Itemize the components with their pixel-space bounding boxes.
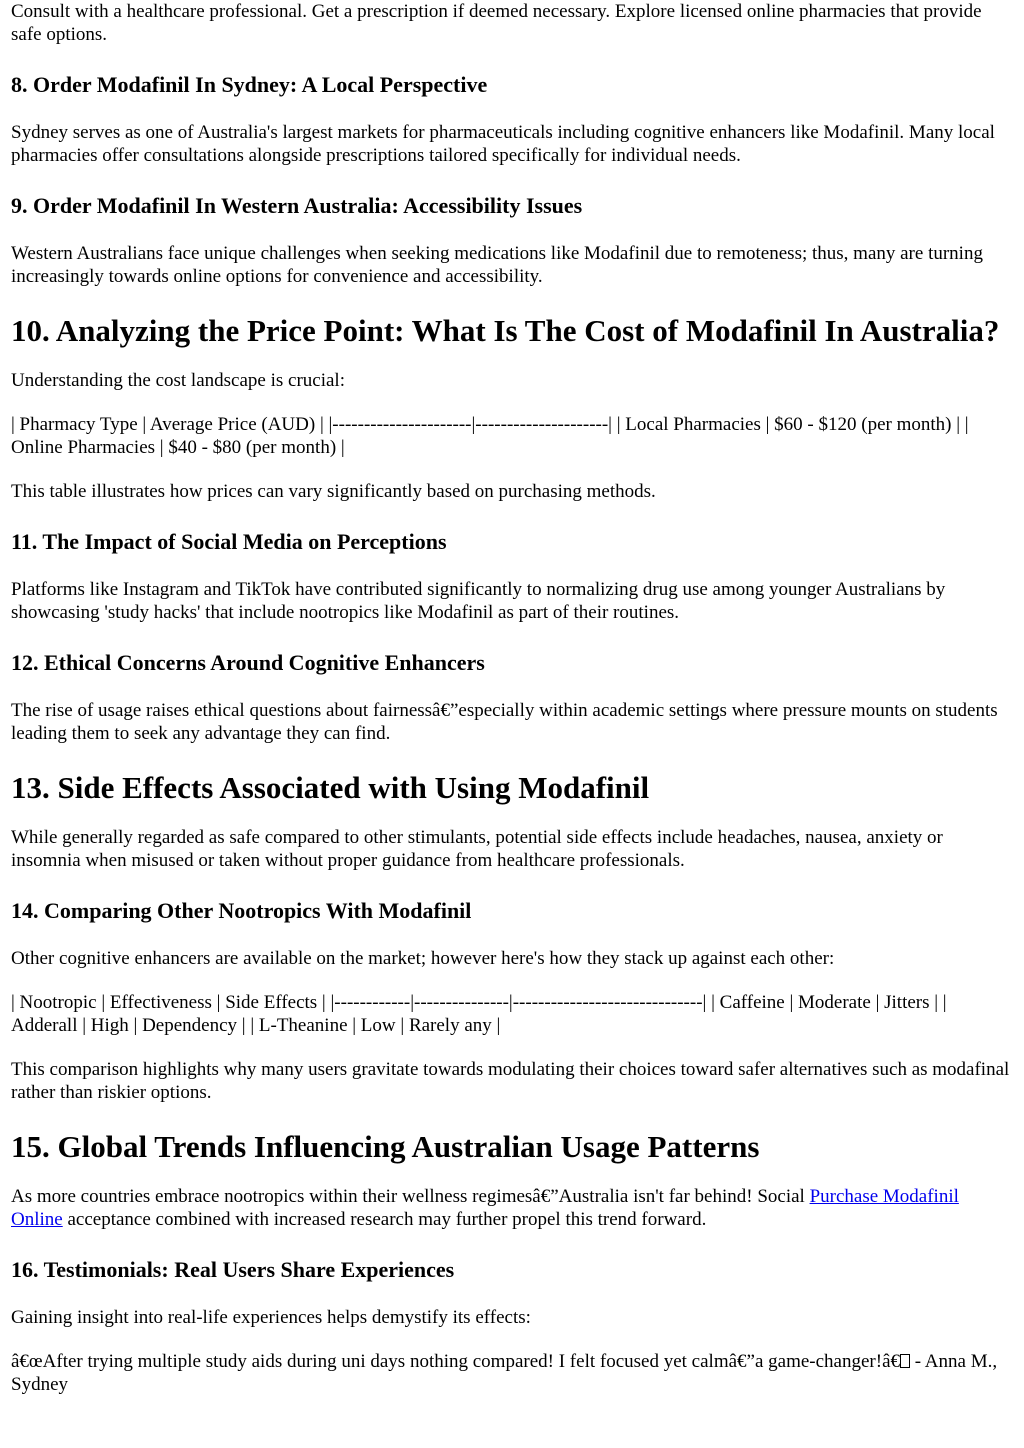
testimonial-quote-text: â€œAfter trying multiple study aids during uni days nothing compared! I felt focused yet calmâ€”a game-changer!â€ xyxy=(11,1351,901,1372)
section-11-heading: 11. The Impact of Social Media on Perceptions xyxy=(11,529,447,554)
section-15-body-end: acceptance combined with increased research may further propel this trend forward. xyxy=(62,1209,707,1230)
section-9-heading: 9. Order Modafinil In Western Australia: Accessibility Issues xyxy=(11,193,583,218)
section-12-body: The rise of usage raises ethical questions about fairnessâ€”especially within academic settings where pressure mounts on students leading them to seek any advantage they can find. xyxy=(11,700,998,744)
section-13-heading: 13. Side Effects Associated with Using Modafinil xyxy=(11,770,650,805)
nootropic-table-text: | Nootropic | Effectiveness | Side Effects | |------------|---------------|------------------------------| | Caffeine | Moderate | Jitters | | Adderall | High | Dependency | | L-Theanine | Low | Rarely any | xyxy=(11,992,947,1036)
section-14-intro: Other cognitive enhancers are available on the market; however here's how they stack up against each other: xyxy=(11,948,835,969)
testimonial-quote xyxy=(11,1350,1012,1396)
section-15-body-start: As more countries embrace nootropics within their wellness regimesâ€”Australia isn't far behind! Social xyxy=(11,1186,810,1207)
section-8-heading: 8. Order Modafinil In Sydney: A Local Perspective xyxy=(11,72,488,97)
section-16-heading: 16. Testimonials: Real Users Share Experiences xyxy=(11,1257,455,1282)
price-table-text: | Pharmacy Type | Average Price (AUD) | |----------------------|---------------------| | Local Pharmacies | $60 - $120 (per month) | | Online Pharmacies | $40 - $80 (per month) | xyxy=(11,414,969,458)
section-10-intro: Understanding the cost landscape is crucial: xyxy=(11,370,345,391)
intro-paragraph: Consult with a healthcare professional. Get a prescription if deemed necessary. Explore licensed online pharmacies that provide safe options. xyxy=(11,1,982,45)
section-10-heading: 10. Analyzing the Price Point: What Is The Cost of Modafinil In Australia? xyxy=(11,313,1000,348)
section-13-body: While generally regarded as safe compared to other stimulants, potential side effects include headaches, nausea, anxiety or insomnia when misused or taken without proper guidance from healthcare professionals. xyxy=(11,827,943,871)
section-14-note: This comparison highlights why many users gravitate towards modulating their choices toward safer alternatives such as modafinal rather than riskier options. xyxy=(11,1059,1010,1103)
section-15-heading: 15. Global Trends Influencing Australian Usage Patterns xyxy=(11,1129,760,1164)
section-14-heading: 14. Comparing Other Nootropics With Modafinil xyxy=(11,898,472,923)
section-16-intro: Gaining insight into real-life experiences helps demystify its effects: xyxy=(11,1307,531,1328)
replacement-glyph-icon xyxy=(900,1354,910,1368)
purchase-modafinil-link[interactable]: Purchase Modafinil Online xyxy=(11,1186,959,1230)
section-11-body: Platforms like Instagram and TikTok have contributed significantly to normalizing drug use among younger Australians by showcasing 'study hacks' that include nootropics like Modafinil as part of their routines. xyxy=(11,579,946,623)
testimonial-attribution: - Anna M., Sydney xyxy=(11,1351,998,1395)
section-12-heading: 12. Ethical Concerns Around Cognitive Enhancers xyxy=(11,650,485,675)
section-15-body xyxy=(11,1185,1012,1231)
section-9-body: Western Australians face unique challenges when seeking medications like Modafinil due to remoteness; thus, many are turning increasingly towards online options for convenience and accessibility. xyxy=(11,243,983,287)
section-8-body: Sydney serves as one of Australia's largest markets for pharmaceuticals including cognitive enhancers like Modafinil. Many local pharmacies offer consultations alongside prescriptions tailored specifically for individual needs. xyxy=(11,122,995,166)
section-10-note: This table illustrates how prices can vary significantly based on purchasing methods. xyxy=(11,481,656,502)
